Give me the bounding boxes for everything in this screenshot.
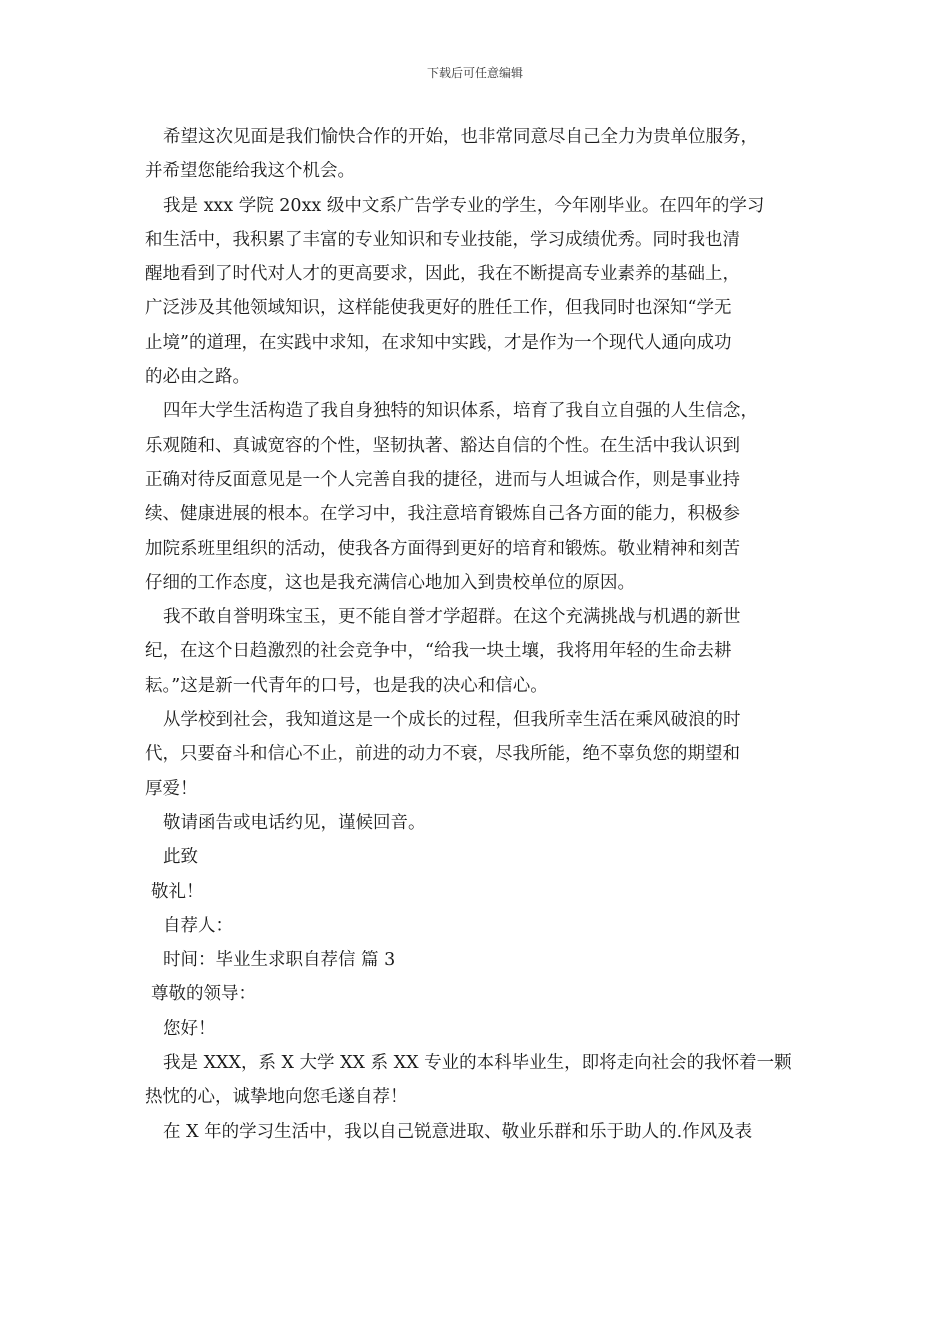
text-line: 尊敬的领导： xyxy=(151,984,256,1005)
text-line: 我是 XXX，系 X 大学 XX 系 XX 专业的本科毕业生，即将走向社会的我怀着一颗 xyxy=(163,1053,792,1074)
text-line: 敬礼！ xyxy=(151,881,204,902)
text-line: 我是 xxx 学院 20xx 级中文系广告学专业的学生，今年刚毕业。在四年的学习 xyxy=(163,195,765,216)
text-line: 乐观随和、真诚宽容的个性，坚韧执著、豁达自信的个性。在生活中我认识到 xyxy=(145,435,740,456)
text-line: 仔细的工作态度，这也是我充满信心地加入到贵校单位的原因。 xyxy=(145,572,635,593)
text-line: 正确对待反面意见是一个人完善自我的捷径，进而与人坦诚合作，则是事业持 xyxy=(145,469,740,490)
text-line: 续、健康进展的根本。在学习中，我注意培育锻炼自己各方面的能力，积极参 xyxy=(145,504,740,525)
text-line: 我不敢自誉明珠宝玉，更不能自誉才学超群。在这个充满挑战与机遇的新世 xyxy=(163,607,741,628)
text-line: 热忱的心，诚挚地向您毛遂自荐！ xyxy=(145,1087,408,1108)
text-line: 广泛涉及其他领域知识，这样能使我更好的胜任工作，但我同时也深知“学无 xyxy=(145,298,732,319)
text-line: 并希望您能给我这个机会。 xyxy=(145,161,355,182)
text-line: 厚爱！ xyxy=(145,778,198,799)
text-line: 四年大学生活构造了我自身独特的知识体系，培育了我自立自强的人生信念， xyxy=(163,401,758,422)
text-line: 时间：毕业生求职自荐信 篇 3 xyxy=(163,950,396,971)
text-line: 纪，在这个日趋激烈的社会竞争中，“给我一块土壤，我将用年轻的生命去耕 xyxy=(145,641,732,662)
text-line: 的必由之路。 xyxy=(145,367,250,388)
text-line: 从学校到社会，我知道这是一个成长的过程，但我所幸生活在乘风破浪的时 xyxy=(163,710,741,731)
text-line: 敬请函告或电话约见，谨候回音。 xyxy=(163,812,426,833)
text-line: 您好！ xyxy=(163,1018,216,1039)
page-header-note: 下载后可任意编辑 xyxy=(426,66,523,80)
text-line: 和生活中，我积累了丰富的专业知识和专业技能，学习成绩优秀。同时我也清 xyxy=(145,229,740,250)
text-line: 代，只要奋斗和信心不止，前进的动力不衰，尽我所能，绝不辜负您的期望和 xyxy=(145,744,740,765)
text-line: 止境”的道理，在实践中求知，在求知中实践，才是作为一个现代人通向成功 xyxy=(145,332,732,353)
letter-body xyxy=(145,120,825,1149)
text-line: 自荐人： xyxy=(163,915,233,936)
text-line: 此致 xyxy=(163,847,198,868)
text-line: 耘。”这是新一代青年的口号，也是我的决心和信心。 xyxy=(145,675,548,696)
text-line: 在 X 年的学习生活中，我以自己锐意进取、敬业乐群和乐于助人的.作风及表 xyxy=(163,1121,753,1142)
text-line: 希望这次见面是我们愉快合作的开始，也非常同意尽自己全力为贵单位服务， xyxy=(163,127,758,147)
text-line: 醒地看到了时代对人才的更高要求，因此，我在不断提高专业素养的基础上， xyxy=(145,264,740,285)
text-line: 加院系班里组织的活动，使我各方面得到更好的培育和锻炼。敬业精神和刻苦 xyxy=(145,538,740,559)
